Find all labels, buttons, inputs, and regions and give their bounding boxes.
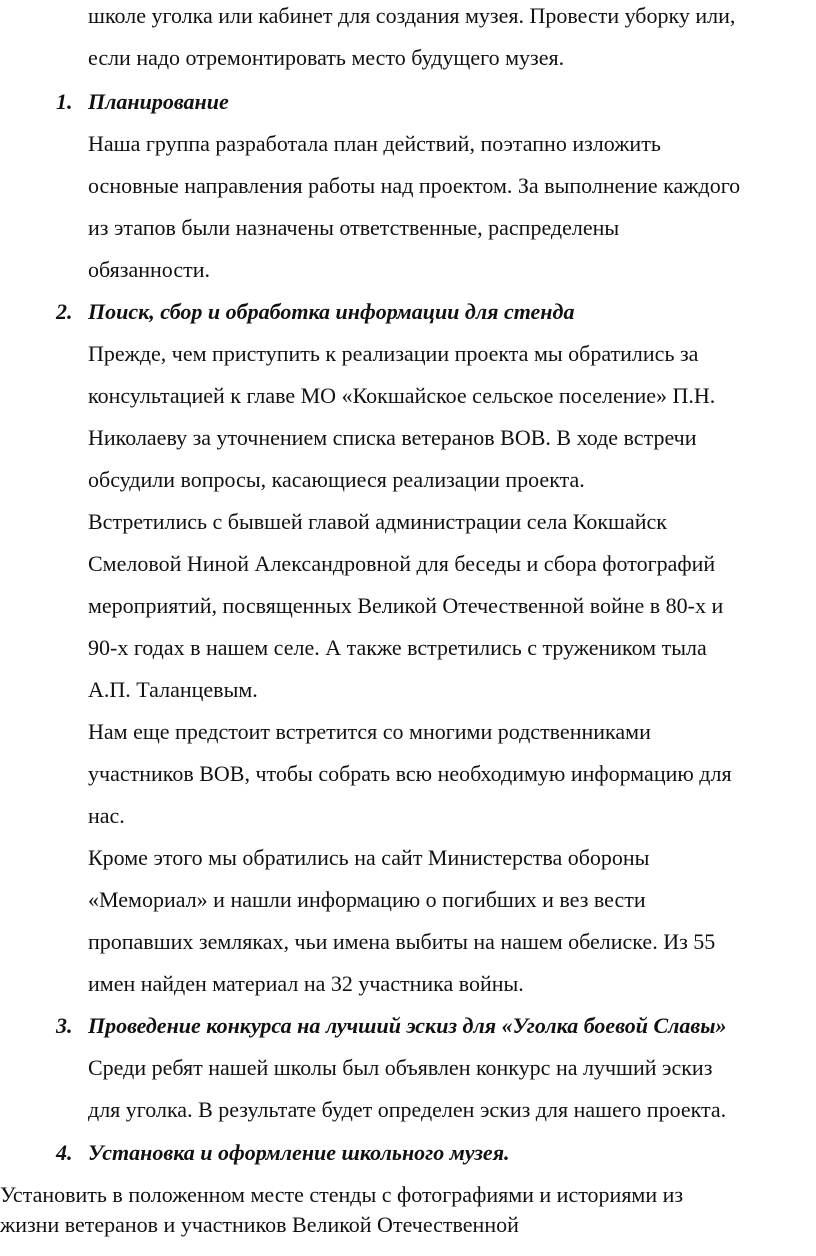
section-1-title: Планирование bbox=[88, 89, 229, 114]
section-2-line-3: Николаеву за уточнением списка ветеранов ВОВ. В ходе встречи bbox=[88, 425, 697, 450]
section-2-line-4: обсудили вопросы, касающиеся реализации проекта. bbox=[88, 467, 585, 492]
section-3-title: Проведение конкурса на лучший эскиз для «Уголка боевой Славы» bbox=[88, 1013, 727, 1038]
section-2-line-5: Встретились с бывшей главой администрации села Кокшайск bbox=[88, 509, 667, 534]
section-2-line-12: нас. bbox=[88, 803, 125, 828]
section-2-line-7: мероприятий, посвященных Великой Отечественной войне в 80-х и bbox=[88, 593, 724, 618]
section-3-line-1: Среди ребят нашей школы был объявлен конкурс на лучший эскиз bbox=[88, 1055, 713, 1080]
section-1-line-3: из этапов были назначены ответственные, распределены bbox=[88, 215, 620, 240]
section-2-line-11: участников ВОВ, чтобы собрать всю необходимую информацию для bbox=[88, 761, 732, 786]
section-2-line-9: А.П. Таланцевым. bbox=[88, 677, 258, 702]
intro-line-2: если надо отремонтировать место будущего музея. bbox=[88, 45, 565, 70]
section-1-number: 1. bbox=[56, 89, 73, 114]
section-2-line-13: Кроме этого мы обратились на сайт Министерства обороны bbox=[88, 845, 650, 870]
section-4-number: 4. bbox=[56, 1140, 73, 1165]
intro-line-1: школе уголка или кабинет для создания музея. Провести уборку или, bbox=[88, 3, 736, 28]
section-1-line-1: Наша группа разработала план действий, поэтапно изложить bbox=[88, 131, 661, 156]
section-2-line-10: Нам еще предстоит встретится со многими родственниками bbox=[88, 719, 651, 744]
section-4-title: Установка и оформление школьного музея. bbox=[88, 1140, 510, 1165]
section-3-line-2: для уголка. В результате будет определен эскиз для нашего проекта. bbox=[88, 1097, 727, 1122]
section-3-number: 3. bbox=[56, 1013, 73, 1038]
section-1-line-4: обязанности. bbox=[88, 257, 210, 282]
section-2-line-6: Смеловой Ниной Александровной для беседы и сбора фотографий bbox=[88, 551, 716, 576]
outro-line-2: жизни ветеранов и участников Великой Отечественной bbox=[0, 1212, 519, 1237]
section-2-line-1: Прежде, чем приступить к реализации проекта мы обратились за bbox=[88, 341, 699, 366]
section-2-line-14: «Мемориал» и нашли информацию о погибших и вез вести bbox=[88, 887, 646, 912]
section-2-line-2: консультацией к главе МО «Кокшайское сельское поселение» П.Н. bbox=[88, 383, 716, 408]
section-2-title: Поиск, сбор и обработка информации для стенда bbox=[88, 299, 575, 324]
section-2-line-16: имен найден материал на 32 участника войны. bbox=[88, 971, 524, 996]
section-2-number: 2. bbox=[56, 299, 73, 324]
outro-line-1: Установить в положенном месте стенды с фотографиями и историями из bbox=[0, 1182, 684, 1207]
section-2-line-8: 90-х годах в нашем селе. А также встретились с тружеником тыла bbox=[88, 635, 707, 660]
section-1-line-2: основные направления работы над проектом. За выполнение каждого bbox=[88, 173, 741, 198]
section-2-line-15: пропавших земляках, чьи имена выбиты на нашем обелиске. Из 55 bbox=[88, 929, 716, 954]
